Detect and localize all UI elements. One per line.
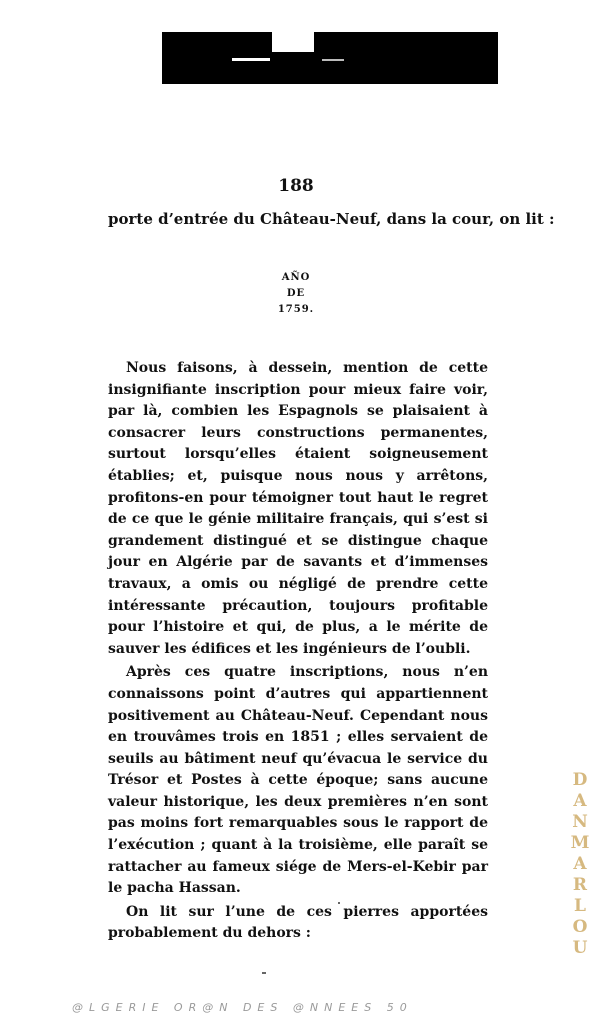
vertical-watermark: DANMARLOU bbox=[570, 770, 590, 958]
scan-speck bbox=[338, 902, 340, 904]
redacted-header-block bbox=[162, 32, 498, 84]
redaction-notch bbox=[272, 32, 314, 52]
body-text bbox=[108, 358, 488, 947]
inscription-line: 1759. bbox=[277, 304, 315, 315]
redaction-mark bbox=[232, 58, 270, 61]
inscription-line: DE bbox=[286, 288, 306, 299]
inscription-line: AÑO bbox=[281, 272, 311, 283]
footer-watermark: @LGERIE OR@N DES @NNEES 50 bbox=[72, 1001, 413, 1014]
paragraph: Nous faisons, à dessein, mention de cette insignifiante inscription pour mieux faire voir, par là, combien les Espagnols se plaisaient à consacrer leurs constructions permanentes, surtout lorsqu’elles étaient soigneusement établies; et, puisque nous nous y arrêtons, profitons-en pour témoigner tout haut le regret de ce que le génie militaire français, qui s’est si grandement distingué et se distingue chaque jour en Algérie par de savants et d’immenses travaux, a omis ou négligé de prendre cette intéressante précaution, toujours profitable pour l’histoire et qui, de plus, a le mérite de sauver les édifices et les ingénieurs de l’oubli. bbox=[108, 360, 488, 657]
page-number: 188 bbox=[278, 176, 314, 196]
redaction-mark bbox=[322, 59, 344, 61]
paragraph: Après ces quatre inscriptions, nous n’en connaissons point d’autres qui appartiennent positivement au Château-Neuf. Cependant nous en trouvâmes trois en 1851 ; elles servaient de seuils au bâtiment neuf qu’évacua le service du Trésor et Postes à cette époque; sans aucune valeur historique, les deux premières n’en sont pas moins fort remarquables sous le rapport de l’exécution ; quant à la troisième, elle paraît se rattacher au fameux siége de Mers-el-Kebir par le pacha Hassan. bbox=[108, 664, 488, 897]
scan-speck bbox=[262, 972, 266, 974]
paragraph: On lit sur l’une de ces pierres apportées probablement du dehors : bbox=[108, 903, 488, 942]
opening-line: porte d’entrée du Château-Neuf, dans la cour, on lit : bbox=[108, 210, 555, 228]
inscription-block bbox=[0, 270, 592, 318]
